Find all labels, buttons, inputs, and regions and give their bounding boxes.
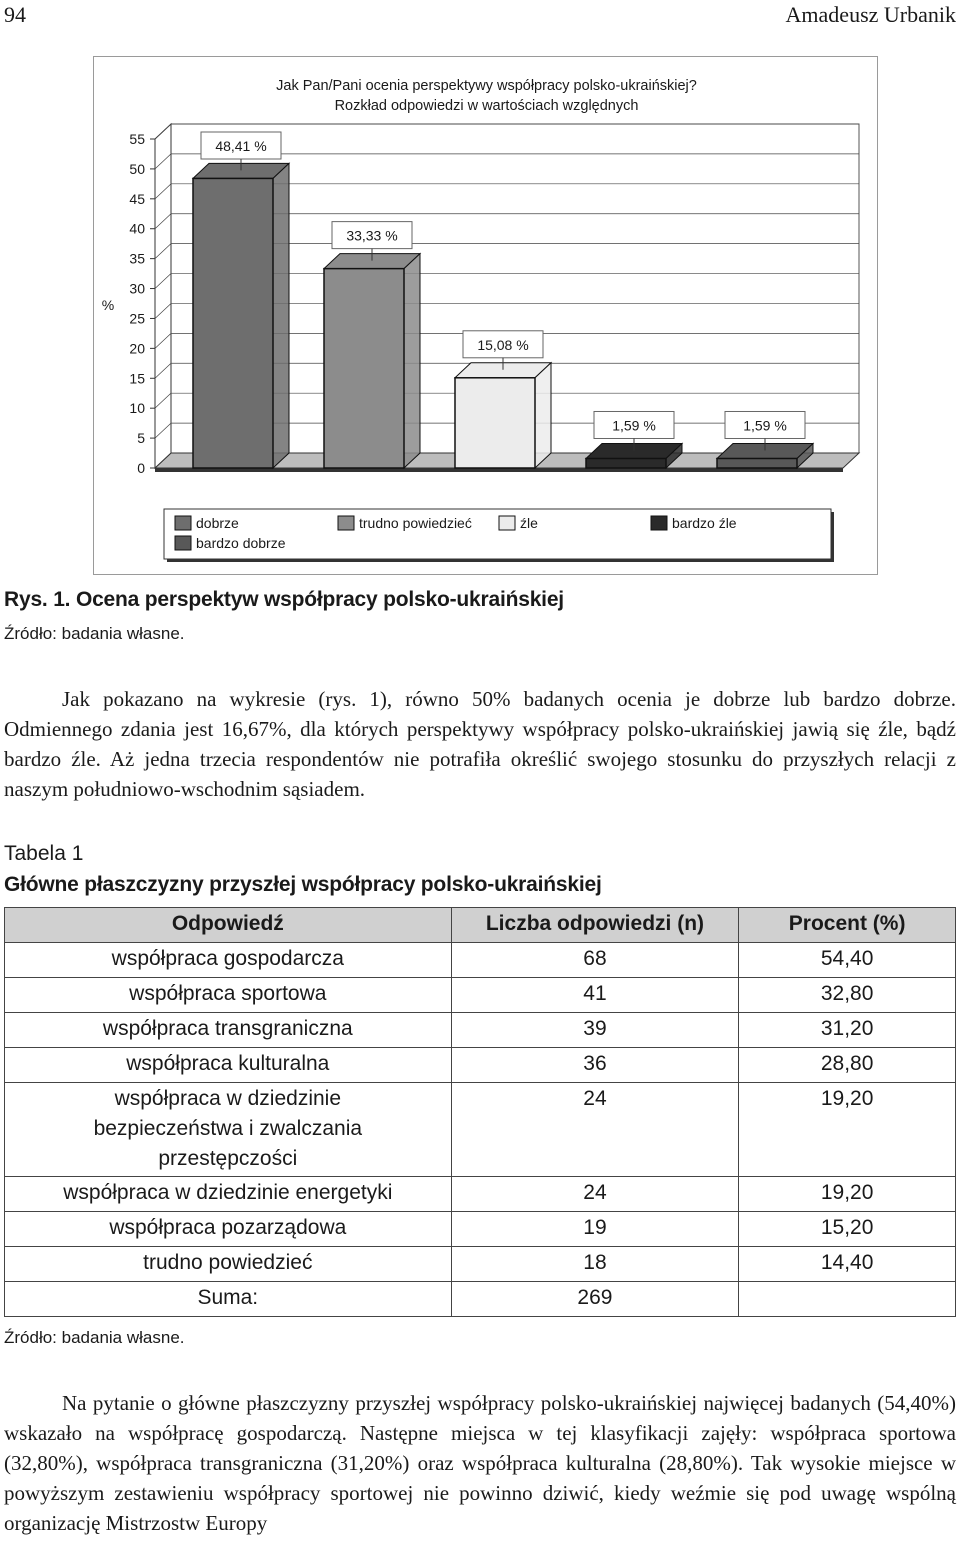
cell-count: 36	[451, 1048, 739, 1083]
legend-label: bardzo dobrze	[196, 535, 286, 551]
table-row	[5, 1247, 956, 1282]
legend-swatch	[499, 516, 515, 530]
table-label: Tabela 1	[4, 842, 84, 865]
cell-answer: współpraca transgraniczna	[5, 1013, 452, 1048]
y-tick-label: 35	[129, 250, 145, 267]
y-tick-label: 15	[129, 370, 145, 387]
legend-label: źle	[520, 515, 538, 531]
cell-percent: 28,80	[739, 1048, 956, 1083]
cell-sum-label: Suma:	[5, 1282, 452, 1317]
bar-chart	[94, 57, 879, 576]
legend-label: bardzo źle	[672, 515, 737, 531]
cell-answer: współpraca pozarządowa	[5, 1212, 452, 1247]
running-header-author: Amadeusz Urbanik	[785, 2, 956, 27]
legend-swatch	[651, 516, 667, 530]
chart-subtitle: Rozkład odpowiedzi w wartościach względnych	[334, 98, 639, 114]
bar-side	[535, 363, 551, 468]
data-label: 33,33 %	[346, 227, 398, 244]
table-row	[5, 1212, 956, 1247]
paragraph-1	[4, 684, 956, 804]
cell-count: 68	[451, 943, 739, 978]
bar	[193, 178, 273, 468]
bar	[586, 458, 666, 468]
y-tick-label: 40	[129, 220, 145, 237]
cell-count: 24	[451, 1177, 739, 1212]
paragraph-1-text: Jak pokazano na wykresie (rys. 1), równo 50% badanych ocenia je dobrze lub bardzo dobrze. Odmiennego zdania jest 16,67%, dla których perspektywy współpracy polsko-ukraińskiej jawią się źle, bądź bardzo źle. Aż jedna trzecia respondentów nie potrafiła określić swojego stosunku do przyszłych relacji z naszym południowo-wschodnim sąsiadem.	[4, 687, 956, 801]
data-table	[4, 907, 956, 1317]
cell-sum-empty	[739, 1282, 956, 1317]
cell-percent: 32,80	[739, 978, 956, 1013]
cell-count: 19	[451, 1212, 739, 1247]
cell-percent: 15,20	[739, 1212, 956, 1247]
cell-count: 24	[451, 1083, 739, 1177]
y-tick-label: 25	[129, 310, 145, 327]
paragraph-2-text: Na pytanie o główne płaszczyzny przyszłej współpracy polsko-ukraińskiej najwięcej badanych (54,40%) wskazało na współpracę gospodarczą. Następne miejsca w tej klasyfikacji zajęły: współpraca sportowa (32,80%), współpraca transgraniczna (31,20%) oraz współpraca kulturalna (28,80%). Tak wysokie miejsce w powyższym zestawieniu współpracy sportowej nie powinno dziwić, kiedy weźmie się pod uwagę wspólną organizację Mistrzostw Europy	[4, 1391, 956, 1535]
cell-percent: 14,40	[739, 1247, 956, 1282]
figure-source: Źródło: badania własne.	[4, 624, 185, 643]
table-sum-row	[5, 1282, 956, 1317]
legend-swatch	[175, 536, 191, 550]
y-axis-label: %	[101, 297, 115, 313]
figure-chart	[93, 56, 878, 575]
table-header-row	[5, 908, 956, 943]
table-row	[5, 943, 956, 978]
table-title: Główne płaszczyzny przyszłej współpracy polsko-ukraińskiej	[4, 873, 602, 896]
chart-side-wall	[155, 124, 171, 468]
table-row	[5, 1177, 956, 1212]
cell-answer: współpraca gospodarcza	[5, 943, 452, 978]
table-source: Źródło: badania własne.	[4, 1328, 185, 1347]
cell-percent: 19,20	[739, 1083, 956, 1177]
bar-side	[273, 163, 289, 468]
y-tick-label: 10	[129, 400, 145, 417]
figure-caption: Rys. 1. Ocena perspektyw współpracy polsko-ukraińskiej	[4, 588, 564, 611]
data-label: 15,08 %	[477, 336, 529, 353]
cell-percent: 31,20	[739, 1013, 956, 1048]
cell-answer: współpraca w dziedzinie energetyki	[5, 1177, 452, 1212]
header-count: Liczba odpowiedzi (n)	[451, 908, 739, 943]
cell-answer: współpraca sportowa	[5, 978, 452, 1013]
bar	[324, 269, 404, 468]
cell-percent: 19,20	[739, 1177, 956, 1212]
table-row	[5, 1013, 956, 1048]
data-label: 1,59 %	[612, 417, 656, 434]
cell-answer: współpraca kulturalna	[5, 1048, 452, 1083]
y-tick-label: 20	[129, 340, 145, 357]
table-row	[5, 978, 956, 1013]
header-answer: Odpowiedź	[5, 908, 452, 943]
cell-answer: trudno powiedzieć	[5, 1247, 452, 1282]
legend-label: dobrze	[196, 515, 239, 531]
y-tick-label: 55	[129, 131, 145, 147]
y-tick-label: 50	[129, 160, 145, 177]
bar-side	[404, 254, 420, 468]
cell-answer: współpraca w dziedzinie bezpieczeństwa i zwalczania przestępczości	[5, 1083, 452, 1177]
page-number: 94	[4, 2, 26, 27]
chart-title: Jak Pan/Pani ocenia perspektywy współpracy polsko-ukraińskiej?	[276, 78, 697, 94]
header-percent: Procent (%)	[739, 908, 956, 943]
bar	[455, 378, 535, 468]
table-row	[5, 1048, 956, 1083]
table-row	[5, 1083, 956, 1177]
cell-count: 18	[451, 1247, 739, 1282]
y-tick-label: 5	[137, 430, 145, 447]
bar	[717, 458, 797, 468]
cell-percent: 54,40	[739, 943, 956, 978]
legend-swatch	[175, 516, 191, 530]
paragraph-2	[4, 1388, 956, 1538]
y-tick-label: 30	[129, 280, 145, 297]
cell-count: 41	[451, 978, 739, 1013]
y-tick-label: 45	[129, 190, 145, 207]
legend-label: trudno powiedzieć	[359, 515, 472, 531]
cell-sum-value: 269	[451, 1282, 739, 1317]
data-label: 1,59 %	[743, 417, 787, 434]
data-label: 48,41 %	[215, 138, 267, 154]
legend-swatch	[338, 516, 354, 530]
y-tick-label: 0	[137, 460, 145, 476]
cell-count: 39	[451, 1013, 739, 1048]
